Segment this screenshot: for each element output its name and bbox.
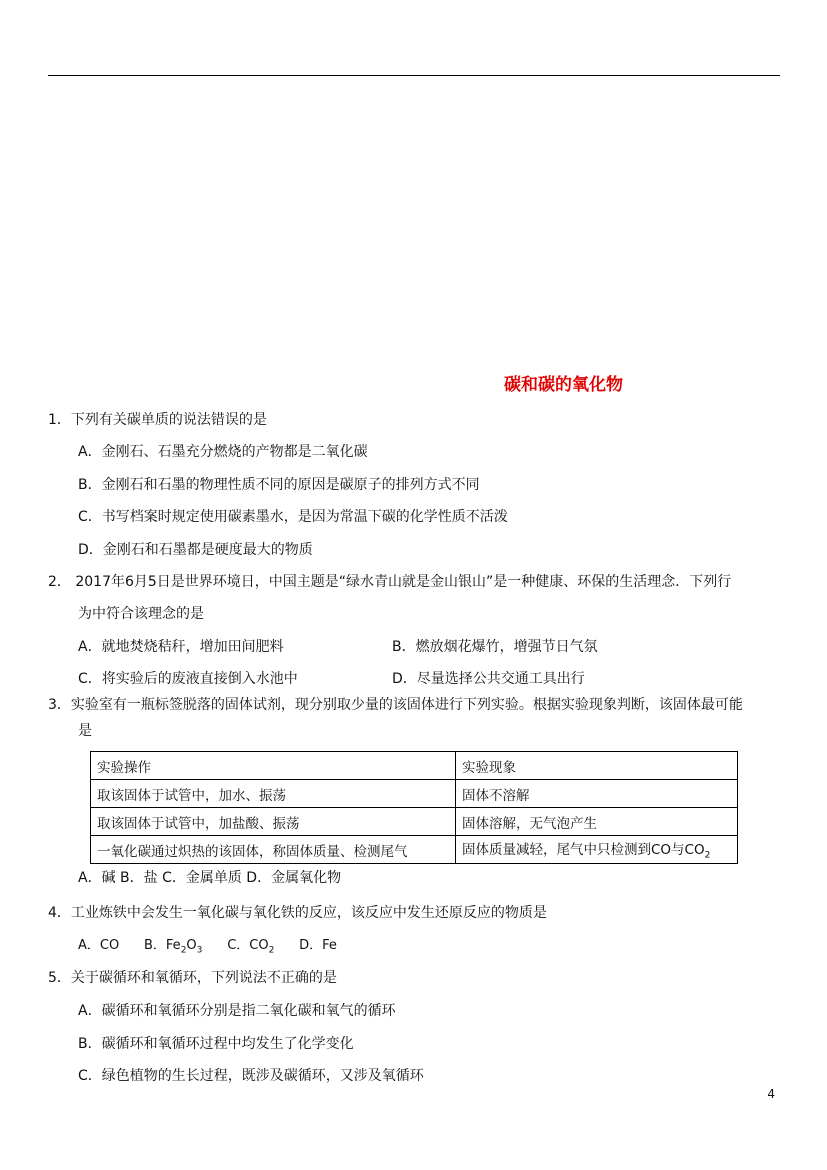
question-3-stem-line1: 3．实验室有一瓶标签脱落的固体试剂，现分别取少量的该固体进行下列实验。根据实验现象判断，该固体最可能 [48,697,743,713]
table-cell: 一氧化碳通过炽热的该固体，称固体质量、检测尾气 [91,836,456,864]
option-text: B．Fe [144,938,181,953]
question-2-option-b: B．燃放烟花爆竹，增强节日气氛 [392,639,598,655]
question-5-stem: 5．关于碳循环和氧循环，下列说法不正确的是 [48,970,337,986]
table-header-cell: 实验现象 [456,752,738,780]
table-row [91,836,738,864]
question-4-option-a: A．CO [78,938,120,953]
question-4-option-c [227,938,275,956]
question-5-option-a: A．碳循环和氧循环分别是指二氧化碳和氧气的循环 [78,1003,396,1019]
experiment-table [90,751,738,864]
question-1-option-c: C．书写档案时规定使用碳素墨水，是因为常温下碳的化学性质不活泼 [78,509,508,525]
subscript: 2 [180,945,187,956]
table-cell-text: 固体质量减轻，尾气中只检测到CO与CO [462,842,705,859]
question-4-option-b [144,938,203,956]
question-4-stem: 4．工业炼铁中会发生一氧化碳与氧化铁的反应，该反应中发生还原反应的物质是 [48,905,547,921]
table-cell: 取该固体于试管中，加水、振荡 [91,780,456,808]
question-2-option-a: A．就地焚烧秸秆，增加田间肥料 [78,639,284,655]
question-1-stem: 1．下列有关碳单质的说法错误的是 [48,412,267,428]
page-title: 碳和碳的氧化物 [504,375,623,395]
option-text: O [186,938,197,953]
question-2-stem-line1: 2． 2017年6月5日是世界环境日，中国主题是“绿水青山就是金山银山”是一种健康、环保的生活理念．下列行 [48,574,732,590]
question-1-option-a: A．金刚石、石墨充分燃烧的产物都是二氧化碳 [78,444,368,460]
table-header-cell: 实验操作 [91,752,456,780]
question-3-options: A．碱 B．盐 C．金属单质 D．金属氧化物 [78,870,342,886]
subscript: 2 [704,850,711,861]
table-cell: 固体溶解，无气泡产生 [456,808,738,836]
question-3-stem-line2: 是 [78,723,92,739]
table-row [91,808,738,836]
header-rule [48,75,780,76]
page-number: 4 [767,1087,775,1101]
question-4-option-d: D．Fe [299,938,337,953]
table-cell: 固体不溶解 [456,780,738,808]
option-text: C．CO [227,938,269,953]
table-header-row [91,752,738,780]
table-cell: 取该固体于试管中，加盐酸、振荡 [91,808,456,836]
question-5-option-b: B．碳循环和氧循环过程中均发生了化学变化 [78,1036,354,1052]
question-5-option-c: C．绿色植物的生长过程，既涉及碳循环，又涉及氧循环 [78,1068,424,1084]
question-1-option-b: B．金刚石和石墨的物理性质不同的原因是碳原子的排列方式不同 [78,477,480,493]
subscript: 3 [196,945,203,956]
question-2-stem-line2: 为中符合该理念的是 [78,606,204,622]
question-2-option-c: C．将实验后的废液直接倒入水池中 [78,671,298,687]
question-2-option-d: D．尽量选择公共交通工具出行 [392,671,585,687]
question-1-option-d: D．金刚石和石墨都是硬度最大的物质 [78,542,313,558]
subscript: 2 [268,945,275,956]
table-row [91,780,738,808]
table-cell [456,836,738,864]
question-4-options [78,937,337,960]
